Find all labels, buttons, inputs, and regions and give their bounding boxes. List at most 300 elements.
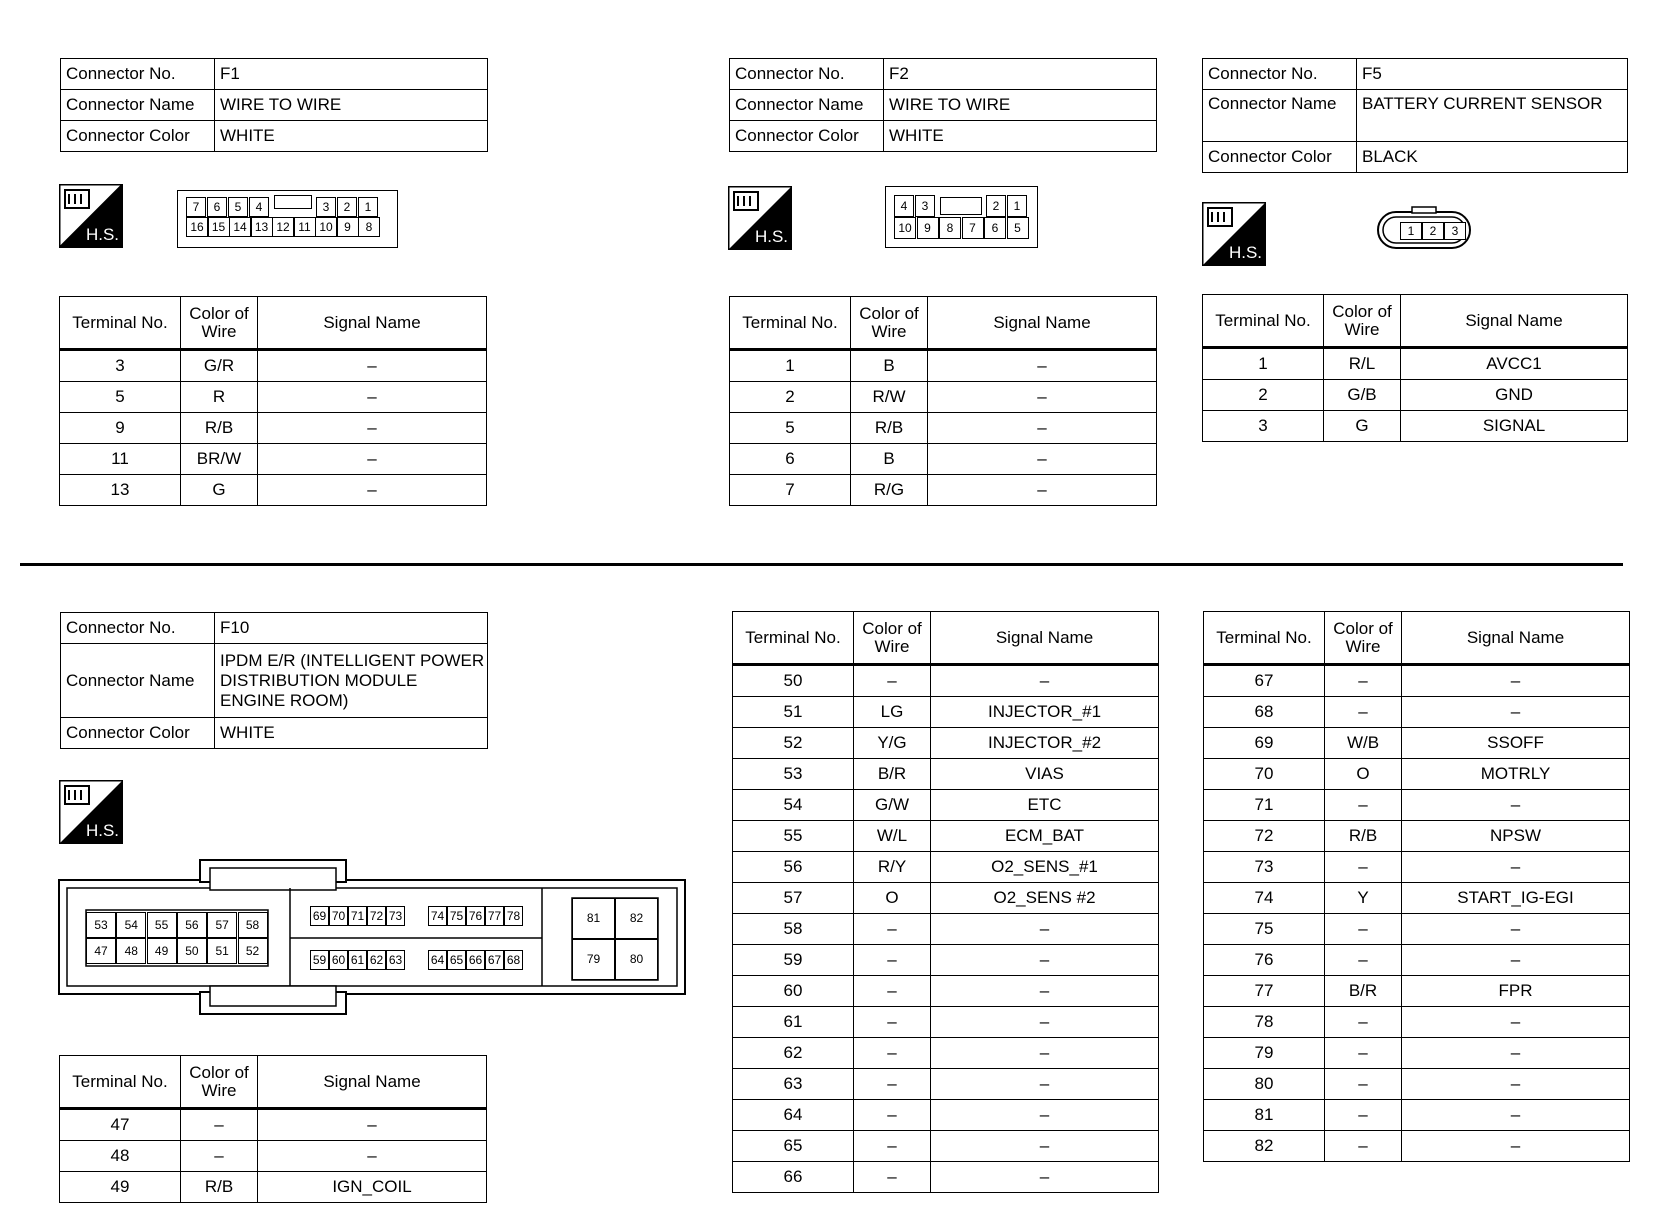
- color-of-wire-header: Color of Wire: [181, 1056, 258, 1109]
- f2-connector-face: [885, 186, 1038, 248]
- signal-name-cell: –: [1402, 697, 1630, 728]
- f1-connector-info: [60, 58, 488, 152]
- connector-color-label: Connector Color: [730, 121, 884, 152]
- connector-latch: [940, 197, 982, 215]
- table-row: [733, 914, 1159, 945]
- signal-name-cell: –: [1402, 1100, 1630, 1131]
- wire-color-cell: –: [854, 1100, 931, 1131]
- f5-connector-name: BATTERY CURRENT SENSOR: [1357, 90, 1628, 142]
- color-of-wire-header: Color of Wire: [851, 297, 928, 350]
- terminal-no-cell: 56: [733, 852, 854, 883]
- signal-name-cell: –: [1402, 1038, 1630, 1069]
- table-row: [733, 697, 1159, 728]
- signal-name-cell: IGN_COIL: [258, 1172, 487, 1203]
- table-row: [733, 883, 1159, 914]
- terminal-pin: 12: [272, 217, 294, 237]
- table-row: [60, 382, 487, 413]
- terminal-pin: 3: [915, 195, 935, 217]
- signal-name-header: Signal Name: [931, 612, 1159, 665]
- wire-color-cell: Y: [1325, 883, 1402, 914]
- terminal-pin: 3: [1444, 222, 1466, 240]
- wire-color-cell: –: [1325, 945, 1402, 976]
- connector-name-label: Connector Name: [61, 90, 215, 121]
- harness-side-icon: [59, 780, 123, 844]
- connector-name-label: Connector Name: [61, 644, 215, 718]
- signal-name-cell: –: [931, 1007, 1159, 1038]
- connector-color-label: Connector Color: [61, 121, 215, 152]
- hs-label: H.S.: [1228, 243, 1262, 262]
- signal-name-cell: VIAS: [931, 759, 1159, 790]
- table-row: [60, 444, 487, 475]
- wire-color-cell: –: [854, 1007, 931, 1038]
- wire-color-cell: G/B: [1324, 380, 1401, 411]
- terminal-pin: 1: [1007, 195, 1027, 217]
- table-row: [1204, 852, 1630, 883]
- terminal-no-header: Terminal No.: [733, 612, 854, 665]
- terminal-no-cell: 1: [730, 350, 851, 382]
- signal-name-header: Signal Name: [1401, 295, 1628, 348]
- terminal-pin: 55: [147, 912, 177, 938]
- signal-name-cell: –: [928, 444, 1157, 475]
- signal-name-cell: –: [258, 382, 487, 413]
- signal-name-cell: –: [931, 1162, 1159, 1193]
- table-row: [1204, 728, 1630, 759]
- terminal-no-cell: 47: [60, 1109, 181, 1141]
- terminal-pin: 59: [310, 950, 329, 970]
- table-row: [733, 728, 1159, 759]
- terminal-pin: 74: [428, 906, 447, 926]
- terminal-pin: 2: [986, 195, 1006, 217]
- terminal-pin: 10: [315, 217, 337, 237]
- table-row: [733, 821, 1159, 852]
- table-row: [733, 945, 1159, 976]
- signal-name-cell: –: [931, 976, 1159, 1007]
- f1-connector-face: [177, 190, 398, 248]
- table-row: [1203, 348, 1628, 380]
- terminal-no-cell: 62: [733, 1038, 854, 1069]
- wire-color-cell: R/B: [851, 413, 928, 444]
- color-of-wire-header: Color of Wire: [1325, 612, 1402, 665]
- terminal-pin: 60: [329, 950, 348, 970]
- signal-name-cell: –: [931, 1069, 1159, 1100]
- terminal-pin: 79: [572, 939, 615, 980]
- terminal-no-cell: 73: [1204, 852, 1325, 883]
- wire-color-cell: –: [854, 665, 931, 697]
- terminal-pin: 7: [962, 217, 984, 239]
- table-row: [733, 1038, 1159, 1069]
- wire-color-cell: R/B: [181, 1172, 258, 1203]
- table-row: [1204, 1007, 1630, 1038]
- table-row: [733, 1162, 1159, 1193]
- table-row: [1204, 1038, 1630, 1069]
- terminal-pin: 1: [358, 197, 378, 217]
- terminal-no-cell: 80: [1204, 1069, 1325, 1100]
- terminal-pin: 9: [337, 217, 359, 237]
- connector-name-label: Connector Name: [730, 90, 884, 121]
- wire-color-cell: B/R: [854, 759, 931, 790]
- signal-name-header: Signal Name: [928, 297, 1157, 350]
- f2-connector-color: WHITE: [884, 121, 1157, 152]
- color-of-wire-header: Color of Wire: [1324, 295, 1401, 348]
- table-row: [1204, 697, 1630, 728]
- table-row: [60, 1172, 487, 1203]
- table-row: [733, 1131, 1159, 1162]
- terminal-no-cell: 61: [733, 1007, 854, 1038]
- wire-color-cell: O: [854, 883, 931, 914]
- table-row: [1204, 945, 1630, 976]
- harness-side-icon: [1202, 202, 1266, 266]
- signal-name-cell: –: [258, 1109, 487, 1141]
- terminal-pin: 13: [251, 217, 273, 237]
- terminal-pin: 54: [116, 912, 146, 938]
- table-row: [1204, 1069, 1630, 1100]
- signal-name-cell: –: [258, 1141, 487, 1172]
- terminal-no-header: Terminal No.: [730, 297, 851, 350]
- terminal-pin: 65: [447, 950, 466, 970]
- terminal-no-cell: 11: [60, 444, 181, 475]
- signal-name-header: Signal Name: [258, 297, 487, 350]
- f1-terminal-table: [59, 296, 487, 506]
- f10-connector-face: [58, 858, 688, 1018]
- terminal-pin: 72: [367, 906, 386, 926]
- terminal-pin: 70: [329, 906, 348, 926]
- wire-color-cell: –: [181, 1141, 258, 1172]
- table-row: [60, 350, 487, 382]
- signal-name-cell: INJECTOR_#2: [931, 728, 1159, 759]
- wire-color-cell: –: [1325, 1131, 1402, 1162]
- signal-name-cell: –: [258, 350, 487, 382]
- connector-no-label: Connector No.: [61, 59, 215, 90]
- terminal-pin: 6: [984, 217, 1006, 239]
- table-row: [1203, 411, 1628, 442]
- table-row: [1204, 1131, 1630, 1162]
- terminal-no-cell: 70: [1204, 759, 1325, 790]
- wire-color-cell: R/L: [1324, 348, 1401, 380]
- terminal-pin: 49: [147, 938, 177, 964]
- connector-color-label: Connector Color: [61, 718, 215, 749]
- terminal-pin: 63: [386, 950, 405, 970]
- wire-color-cell: –: [181, 1109, 258, 1141]
- terminal-pin: 6: [207, 197, 227, 217]
- terminal-no-header: Terminal No.: [1204, 612, 1325, 665]
- f5-connector-info: [1202, 58, 1628, 173]
- terminal-no-cell: 60: [733, 976, 854, 1007]
- terminal-no-cell: 81: [1204, 1100, 1325, 1131]
- signal-name-cell: –: [1402, 790, 1630, 821]
- terminal-no-cell: 53: [733, 759, 854, 790]
- terminal-pin: 68: [504, 950, 523, 970]
- wire-color-cell: –: [1325, 1100, 1402, 1131]
- terminal-no-cell: 48: [60, 1141, 181, 1172]
- wire-color-cell: –: [1325, 1007, 1402, 1038]
- terminal-pin: 8: [939, 217, 961, 239]
- terminal-no-cell: 59: [733, 945, 854, 976]
- wire-color-cell: BR/W: [181, 444, 258, 475]
- table-row: [733, 1069, 1159, 1100]
- wire-color-cell: –: [854, 1069, 931, 1100]
- terminal-pin: 62: [367, 950, 386, 970]
- terminal-no-cell: 75: [1204, 914, 1325, 945]
- terminal-no-cell: 64: [733, 1100, 854, 1131]
- connector-color-label: Connector Color: [1203, 142, 1357, 173]
- terminal-pin: 82: [615, 898, 658, 939]
- terminal-no-cell: 6: [730, 444, 851, 475]
- signal-name-cell: START_IG-EGI: [1402, 883, 1630, 914]
- terminal-pin: 4: [894, 195, 914, 217]
- terminal-pin: 11: [294, 217, 316, 237]
- f1-connector-color: WHITE: [215, 121, 488, 152]
- terminal-pin: 71: [348, 906, 367, 926]
- wire-color-cell: R/G: [851, 475, 928, 506]
- connector-no-label: Connector No.: [61, 613, 215, 644]
- table-row: [1204, 790, 1630, 821]
- table-row: [1203, 380, 1628, 411]
- wire-color-cell: W/B: [1325, 728, 1402, 759]
- wire-color-cell: R/B: [181, 413, 258, 444]
- wire-color-cell: –: [854, 1131, 931, 1162]
- terminal-no-cell: 79: [1204, 1038, 1325, 1069]
- terminal-no-cell: 5: [730, 413, 851, 444]
- signal-name-cell: –: [931, 665, 1159, 697]
- terminal-no-cell: 9: [60, 413, 181, 444]
- table-row: [733, 790, 1159, 821]
- terminal-no-header: Terminal No.: [60, 1056, 181, 1109]
- terminal-pin: 4: [249, 197, 269, 217]
- terminal-no-cell: 65: [733, 1131, 854, 1162]
- signal-name-cell: AVCC1: [1401, 348, 1628, 380]
- wire-color-cell: O: [1325, 759, 1402, 790]
- table-row: [1204, 821, 1630, 852]
- f10-connector-color: WHITE: [215, 718, 488, 749]
- terminal-no-cell: 2: [1203, 380, 1324, 411]
- signal-name-cell: –: [1402, 1069, 1630, 1100]
- terminal-no-cell: 82: [1204, 1131, 1325, 1162]
- terminal-no-cell: 57: [733, 883, 854, 914]
- wire-color-cell: B: [851, 444, 928, 475]
- signal-name-cell: –: [928, 382, 1157, 413]
- terminal-pin: 64: [428, 950, 447, 970]
- table-row: [733, 976, 1159, 1007]
- table-row: [730, 475, 1157, 506]
- f2-terminal-table: [729, 296, 1157, 506]
- f10-connector-info: [60, 612, 488, 749]
- signal-name-cell: –: [1402, 914, 1630, 945]
- terminal-no-cell: 78: [1204, 1007, 1325, 1038]
- terminal-pin: 75: [447, 906, 466, 926]
- terminal-pin: 67: [485, 950, 504, 970]
- wire-color-cell: –: [854, 976, 931, 1007]
- wire-color-cell: B/R: [1325, 976, 1402, 1007]
- wire-color-cell: LG: [854, 697, 931, 728]
- terminal-no-header: Terminal No.: [1203, 295, 1324, 348]
- color-of-wire-header: Color of Wire: [181, 297, 258, 350]
- wire-color-cell: G: [181, 475, 258, 506]
- signal-name-cell: –: [931, 914, 1159, 945]
- signal-name-cell: –: [1402, 1007, 1630, 1038]
- terminal-no-cell: 76: [1204, 945, 1325, 976]
- terminal-no-cell: 77: [1204, 976, 1325, 1007]
- terminal-pin: 8: [358, 217, 380, 237]
- terminal-pin: 69: [310, 906, 329, 926]
- terminal-pin: 2: [1422, 222, 1444, 240]
- table-row: [733, 852, 1159, 883]
- wire-color-cell: –: [1325, 697, 1402, 728]
- color-of-wire-header: Color of Wire: [854, 612, 931, 665]
- terminal-no-cell: 74: [1204, 883, 1325, 914]
- f5-connector-color: BLACK: [1357, 142, 1628, 173]
- table-row: [60, 413, 487, 444]
- signal-name-cell: –: [931, 1131, 1159, 1162]
- connector-no-label: Connector No.: [730, 59, 884, 90]
- terminal-no-cell: 58: [733, 914, 854, 945]
- signal-name-cell: –: [1402, 945, 1630, 976]
- terminal-no-cell: 51: [733, 697, 854, 728]
- terminal-pin: 53: [86, 912, 116, 938]
- wire-color-cell: –: [1325, 665, 1402, 697]
- harness-side-icon: [59, 184, 123, 248]
- harness-side-icon: [728, 186, 792, 250]
- wire-color-cell: –: [854, 914, 931, 945]
- f5-connector-face: [1376, 206, 1472, 254]
- wire-color-cell: –: [854, 945, 931, 976]
- wire-color-cell: R: [181, 382, 258, 413]
- signal-name-cell: O2_SENS #2: [931, 883, 1159, 914]
- wire-color-cell: G: [1324, 411, 1401, 442]
- terminal-pin: 76: [466, 906, 485, 926]
- terminal-pin: 56: [177, 912, 207, 938]
- terminal-no-cell: 52: [733, 728, 854, 759]
- terminal-no-cell: 2: [730, 382, 851, 413]
- f1-connector-name: WIRE TO WIRE: [215, 90, 488, 121]
- table-row: [730, 444, 1157, 475]
- signal-name-cell: –: [931, 1100, 1159, 1131]
- terminal-pin: 66: [466, 950, 485, 970]
- wire-color-cell: –: [1325, 914, 1402, 945]
- wire-color-cell: –: [1325, 790, 1402, 821]
- f10-connector-no: F10: [215, 613, 488, 644]
- table-row: [1204, 1100, 1630, 1131]
- signal-name-cell: –: [1402, 665, 1630, 697]
- terminal-no-cell: 49: [60, 1172, 181, 1203]
- terminal-pin: 10: [894, 217, 916, 239]
- wire-color-cell: Y/G: [854, 728, 931, 759]
- terminal-pin: 80: [615, 939, 658, 980]
- terminal-pin: 50: [177, 938, 207, 964]
- signal-name-cell: –: [931, 1038, 1159, 1069]
- terminal-no-cell: 69: [1204, 728, 1325, 759]
- section-divider: [20, 563, 1623, 566]
- signal-name-cell: –: [258, 475, 487, 506]
- table-row: [733, 1100, 1159, 1131]
- wire-color-cell: R/Y: [854, 852, 931, 883]
- wire-color-cell: –: [1325, 1069, 1402, 1100]
- table-row: [733, 665, 1159, 697]
- terminal-pin: 78: [504, 906, 523, 926]
- wire-color-cell: W/L: [854, 821, 931, 852]
- hs-label: H.S.: [754, 227, 788, 246]
- connector-latch: [274, 195, 312, 209]
- terminal-pin: 9: [917, 217, 939, 239]
- wire-color-cell: –: [854, 1038, 931, 1069]
- table-row: [730, 382, 1157, 413]
- f2-connector-name: WIRE TO WIRE: [884, 90, 1157, 121]
- signal-name-cell: SSOFF: [1402, 728, 1630, 759]
- terminal-pin: 57: [207, 912, 237, 938]
- signal-name-cell: O2_SENS_#1: [931, 852, 1159, 883]
- terminal-no-header: Terminal No.: [60, 297, 181, 350]
- signal-name-cell: INJECTOR_#1: [931, 697, 1159, 728]
- table-row: [733, 759, 1159, 790]
- signal-name-cell: SIGNAL: [1401, 411, 1628, 442]
- f10-connector-name: IPDM E/R (INTELLIGENT POWER DISTRIBUTION MODULE ENGINE ROOM): [215, 644, 488, 718]
- table-row: [60, 475, 487, 506]
- signal-name-cell: –: [258, 444, 487, 475]
- table-row: [1204, 976, 1630, 1007]
- terminal-pin: 16: [186, 217, 208, 237]
- signal-name-cell: NPSW: [1402, 821, 1630, 852]
- signal-name-cell: –: [928, 350, 1157, 382]
- signal-name-cell: ETC: [931, 790, 1159, 821]
- table-row: [1204, 759, 1630, 790]
- wire-color-cell: G/R: [181, 350, 258, 382]
- terminal-no-cell: 55: [733, 821, 854, 852]
- terminal-no-cell: 67: [1204, 665, 1325, 697]
- table-row: [733, 1007, 1159, 1038]
- connector-no-label: Connector No.: [1203, 59, 1357, 90]
- terminal-no-cell: 71: [1204, 790, 1325, 821]
- wire-color-cell: –: [854, 1162, 931, 1193]
- terminal-no-cell: 72: [1204, 821, 1325, 852]
- terminal-pin: 1: [1400, 222, 1422, 240]
- terminal-no-cell: 5: [60, 382, 181, 413]
- terminal-pin: 14: [229, 217, 251, 237]
- f10-terminal-table-b: [732, 611, 1159, 1193]
- wire-color-cell: R/B: [1325, 821, 1402, 852]
- signal-name-cell: FPR: [1402, 976, 1630, 1007]
- terminal-pin: 61: [348, 950, 367, 970]
- wire-color-cell: G/W: [854, 790, 931, 821]
- f2-connector-no: F2: [884, 59, 1157, 90]
- terminal-no-cell: 66: [733, 1162, 854, 1193]
- terminal-pin: 73: [386, 906, 405, 926]
- signal-name-cell: –: [1402, 852, 1630, 883]
- signal-name-cell: MOTRLY: [1402, 759, 1630, 790]
- terminal-pin: 5: [228, 197, 248, 217]
- terminal-no-cell: 13: [60, 475, 181, 506]
- f10-terminal-table-c: [1203, 611, 1630, 1162]
- terminal-no-cell: 68: [1204, 697, 1325, 728]
- terminal-no-cell: 3: [1203, 411, 1324, 442]
- table-row: [730, 413, 1157, 444]
- signal-name-cell: –: [928, 475, 1157, 506]
- f5-terminal-table: [1202, 294, 1628, 442]
- terminal-pin: 7: [186, 197, 206, 217]
- wire-color-cell: R/W: [851, 382, 928, 413]
- terminal-pin: 81: [572, 898, 615, 939]
- signal-name-cell: GND: [1401, 380, 1628, 411]
- table-row: [60, 1109, 487, 1141]
- table-row: [1204, 665, 1630, 697]
- terminal-pin: 47: [86, 938, 116, 964]
- table-row: [730, 350, 1157, 382]
- wire-color-cell: –: [1325, 1038, 1402, 1069]
- terminal-pin: 3: [316, 197, 336, 217]
- terminal-no-cell: 54: [733, 790, 854, 821]
- f2-connector-info: [729, 58, 1157, 152]
- f5-connector-no: F5: [1357, 59, 1628, 90]
- terminal-pin: 58: [238, 912, 268, 938]
- wire-color-cell: –: [1325, 852, 1402, 883]
